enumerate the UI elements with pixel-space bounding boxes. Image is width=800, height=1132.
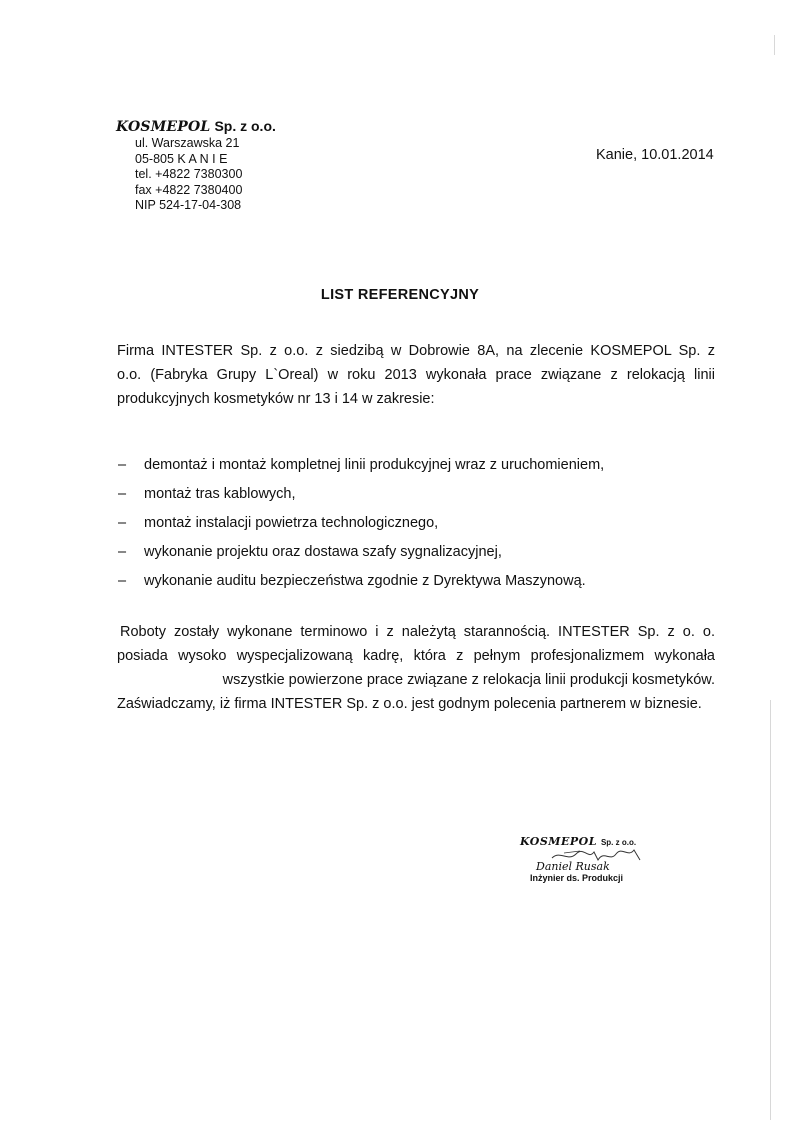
list-item — [118, 567, 604, 596]
stamp-phone: tel. +4822 7380300 — [135, 167, 243, 181]
letter-date: Kanie, 10.01.2014 — [596, 147, 714, 163]
stamp-company-name: KOSMEPOL — [116, 119, 211, 135]
stamp-fax: fax +4822 7380400 — [135, 182, 243, 197]
dash-bullet: – — [118, 573, 127, 589]
dash-bullet: – — [118, 486, 127, 502]
list-item-text: montaż tras kablowych, — [144, 486, 296, 502]
list-item — [118, 451, 604, 480]
scan-edge-line — [770, 700, 771, 1120]
stamp-postal-city: 05-805 K A N I E — [135, 151, 228, 166]
list-item — [118, 480, 604, 509]
letter-title: LIST REFERENCYJNY — [320, 287, 480, 303]
company-stamp — [116, 118, 316, 214]
list-item-text: wykonanie auditu bezpieczeństwa zgodnie z Dyrektywa Maszynową. — [144, 573, 586, 589]
signature-company: KOSMEPOL — [520, 835, 597, 848]
dash-bullet: – — [118, 457, 127, 473]
signature-name: Daniel Rusak — [536, 860, 610, 873]
closing-line: wszystkie powierzone prace związane z relokacja linii produkcji kosmetyków. — [222, 672, 715, 688]
list-item-text: wykonanie projektu oraz dostawa szafy sygnalizacyjnej, — [144, 544, 502, 560]
list-item-text: montaż instalacji powietrza technologicznego, — [144, 515, 439, 531]
dash-bullet: – — [118, 544, 127, 560]
scan-edge-line — [774, 35, 775, 55]
closing-paragraph — [117, 620, 715, 716]
signature-stamp — [520, 832, 690, 883]
stamp-tax-id: NIP 524-17-04-308 — [135, 198, 242, 212]
stamp-street: ul. Warszawska 21 — [135, 136, 240, 150]
list-item — [118, 509, 604, 538]
stamp-company-suffix: Sp. z o.o. — [214, 118, 276, 134]
intro-line: Firma INTESTER Sp. z o.o. z siedzibą w Dobrowie 8A, na zlecenie KOSMEPOL Sp. z — [117, 343, 715, 359]
stamp-header — [116, 118, 316, 136]
closing-line: Roboty zostały wykonane terminowo i z należytą starannością. INTESTER Sp. z o. o. — [120, 624, 715, 640]
signature-role: Inżynier ds. Produkcji — [530, 873, 624, 883]
intro-paragraph — [117, 339, 715, 411]
closing-line: posiada wysoko wyspecjalizowaną kadrę, która z pełnym profesjonalizmem wykonała — [117, 648, 715, 664]
signature-company-suffix: Sp. z o.o. — [600, 838, 637, 847]
closing-line: Zaświadczamy, iż firma INTESTER Sp. z o.o. jest godnym polecenia partnerem w biznesie. — [117, 696, 702, 712]
list-item — [118, 538, 604, 567]
dash-bullet: – — [118, 515, 127, 531]
list-item-text: demontaż i montaż kompletnej linii produkcyjnej wraz z uruchomieniem, — [144, 457, 605, 473]
scope-list — [118, 451, 604, 596]
intro-line: o.o. (Fabryka Grupy L`Oreal) w roku 2013 wykonała prace związane z relokacją linii — [117, 367, 715, 383]
intro-line: produkcyjnych kosmetyków nr 13 i 14 w zakresie: — [117, 391, 435, 407]
